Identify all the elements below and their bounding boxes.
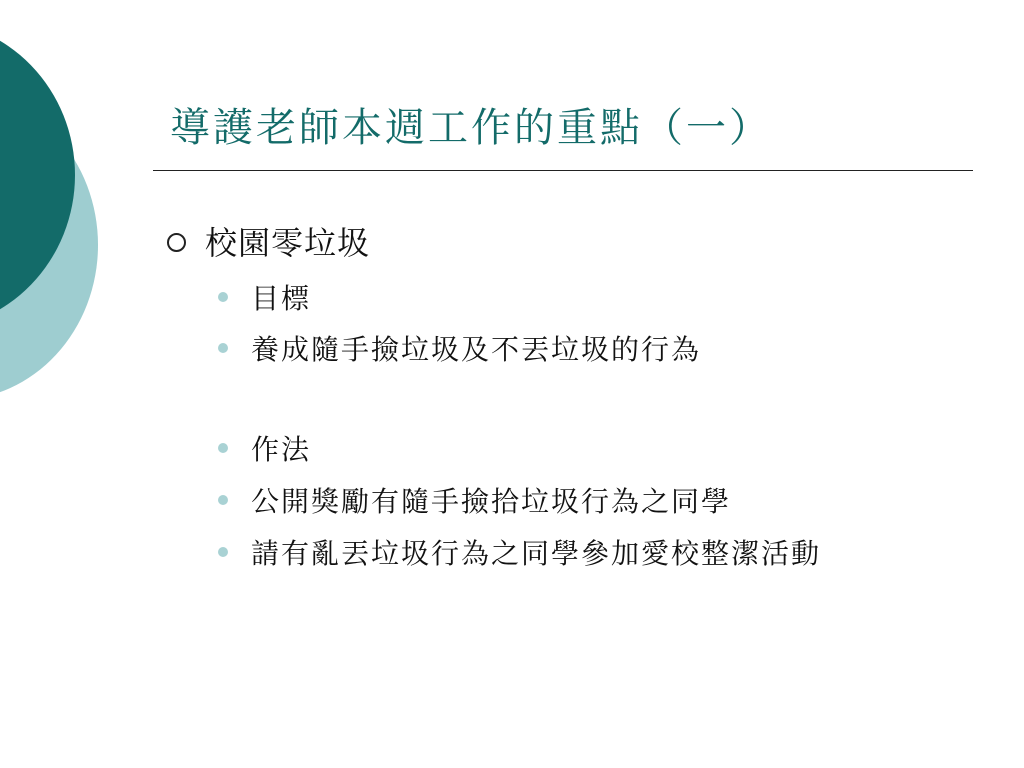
bullet-text: 公開獎勵有隨手撿拾垃圾行為之同學 (251, 485, 732, 518)
section-heading: 校園零垃圾 (205, 224, 371, 262)
bullet-text: 養成隨手撿垃圾及不丟垃圾的行為 (251, 333, 702, 366)
hollow-circle-bullet-icon (167, 233, 186, 252)
bullet-text: 作法 (251, 433, 312, 466)
slide-title: 導護老師本週工作的重點（一） (170, 105, 772, 151)
dot-bullet-icon (218, 292, 228, 302)
dot-bullet-icon (218, 495, 228, 505)
dot-bullet-icon (218, 443, 228, 453)
bullet-text: 請有亂丟垃圾行為之同學參加愛校整潔活動 (251, 537, 822, 570)
dot-bullet-icon (218, 547, 228, 557)
title-divider (153, 170, 973, 171)
dot-bullet-icon (218, 343, 228, 353)
bullet-text: 目標 (251, 282, 312, 315)
